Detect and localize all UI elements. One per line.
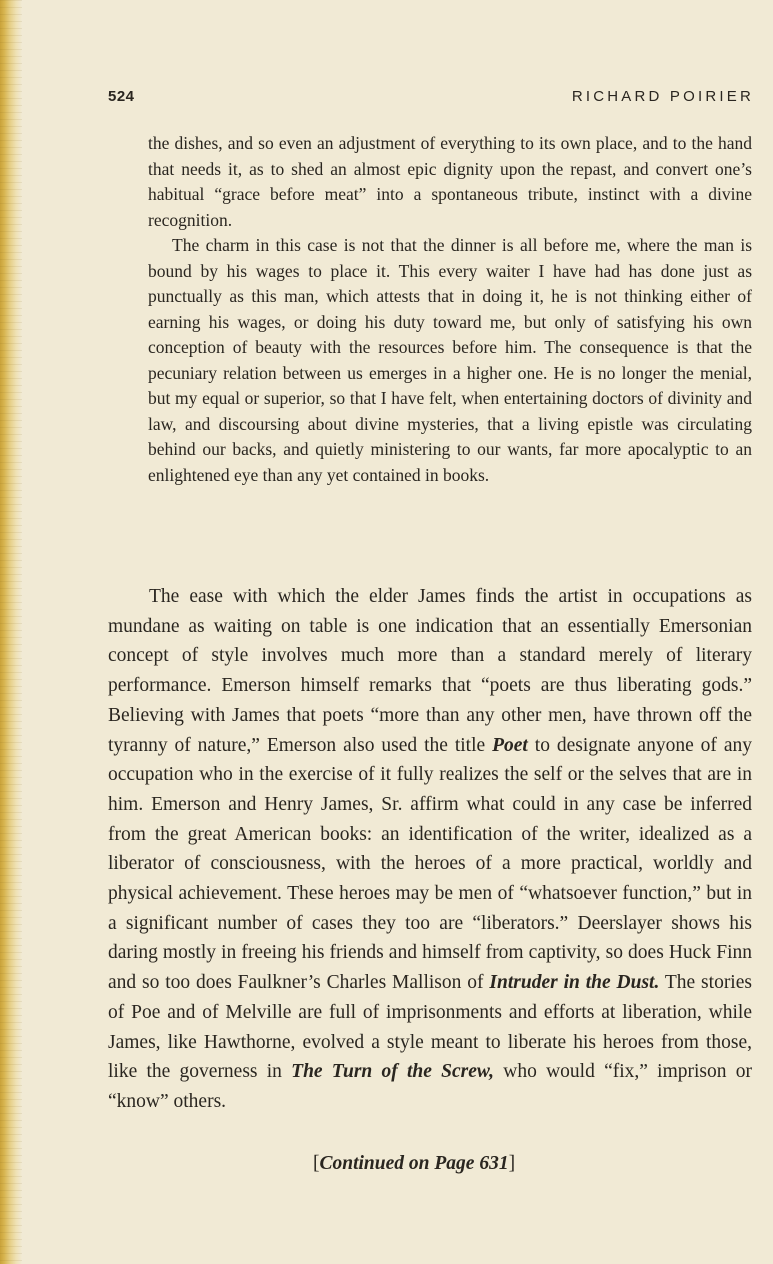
bracket-close: ]	[508, 1153, 516, 1174]
body-text-run: The ease with which the elder James finds the artist in occupations as mundane as waiting on table is one indication that an essentially Emersonian concept of style involves much more than a standard merely of literary performance. Emerson himself remarks that “poets are thus liberating gods.” Believing with James that poets “more than any other men, have thrown off the tyranny of nature,” Emerson also used the title	[108, 586, 752, 756]
body-text-run: who would “fix,” imprison or “know” others.	[108, 1061, 752, 1112]
body-text	[108, 582, 752, 1117]
italic-title-intruder: Intruder in the Dust.	[489, 972, 660, 994]
book-binding-edge	[0, 0, 22, 1264]
block-quotation	[148, 131, 752, 488]
quotation-paragraph: the dishes, and so even an adjustment of everything to its own place, and to the hand that needs it, as to shed an almost epic dignity upon the repast, and convert one’s habitual “grace before meat” into a spontaneous tribute, instinct with a divine recognition.	[148, 133, 752, 230]
page-number: 524	[108, 88, 135, 105]
running-head	[108, 88, 754, 112]
continuation-note	[313, 1153, 515, 1175]
bracket-open: [	[313, 1153, 320, 1174]
quotation-paragraph: The charm in this case is not that the dinner is all before me, where the man is bound by his wages to place it. This every waiter I have had has done just as punctually as this man, which attests that in doing it, he is not thinking either of earning his wages, or doing his duty toward me, but only of satisfying his own conception of beauty with the resources before him. The consequence is that the pecuniary relation between us emerges in a higher one. He is no longer the menial, but my equal or superior, so that I have felt, when entertaining doctors of divinity and law, and discoursing about divine mysteries, that a living epistle was circulating behind our backs, and quietly ministering to our wants, far more apocalyptic to an enlightened eye than any yet contained in books.	[148, 235, 752, 485]
italic-title-poet: Poet	[492, 734, 528, 756]
body-text-run: The stories of Poe and of Melville are full of imprisonments and efforts at liberation, while James, like Hawthorne, evolved a style meant to liberate his heroes from those, like the governess in	[108, 972, 752, 1083]
continued-label: Continued on Page 631	[319, 1153, 509, 1174]
body-paragraph	[108, 582, 752, 1117]
body-text-run: to designate anyone of any occupation who in the exercise of it fully realizes the self or the selves that are in him. Emerson and Henry James, Sr. affirm what could in any case be inferred from the great American books: an identification of the writer, idealized as a liberator of consciousness, with the heroes of a more practical, worldly and physical achievement. These heroes may be men of “whatsoever function,” but in a significant number of cases they too are “liberators.” Deerslayer shows his daring mostly in freeing his friends and himself from captivity, so does Huck Finn and so too does Faulkner’s Charles Mallison of	[108, 734, 752, 994]
italic-title-turn-of-screw: The Turn of the Screw,	[291, 1061, 495, 1083]
running-head-author: RICHARD POIRIER	[571, 88, 754, 105]
